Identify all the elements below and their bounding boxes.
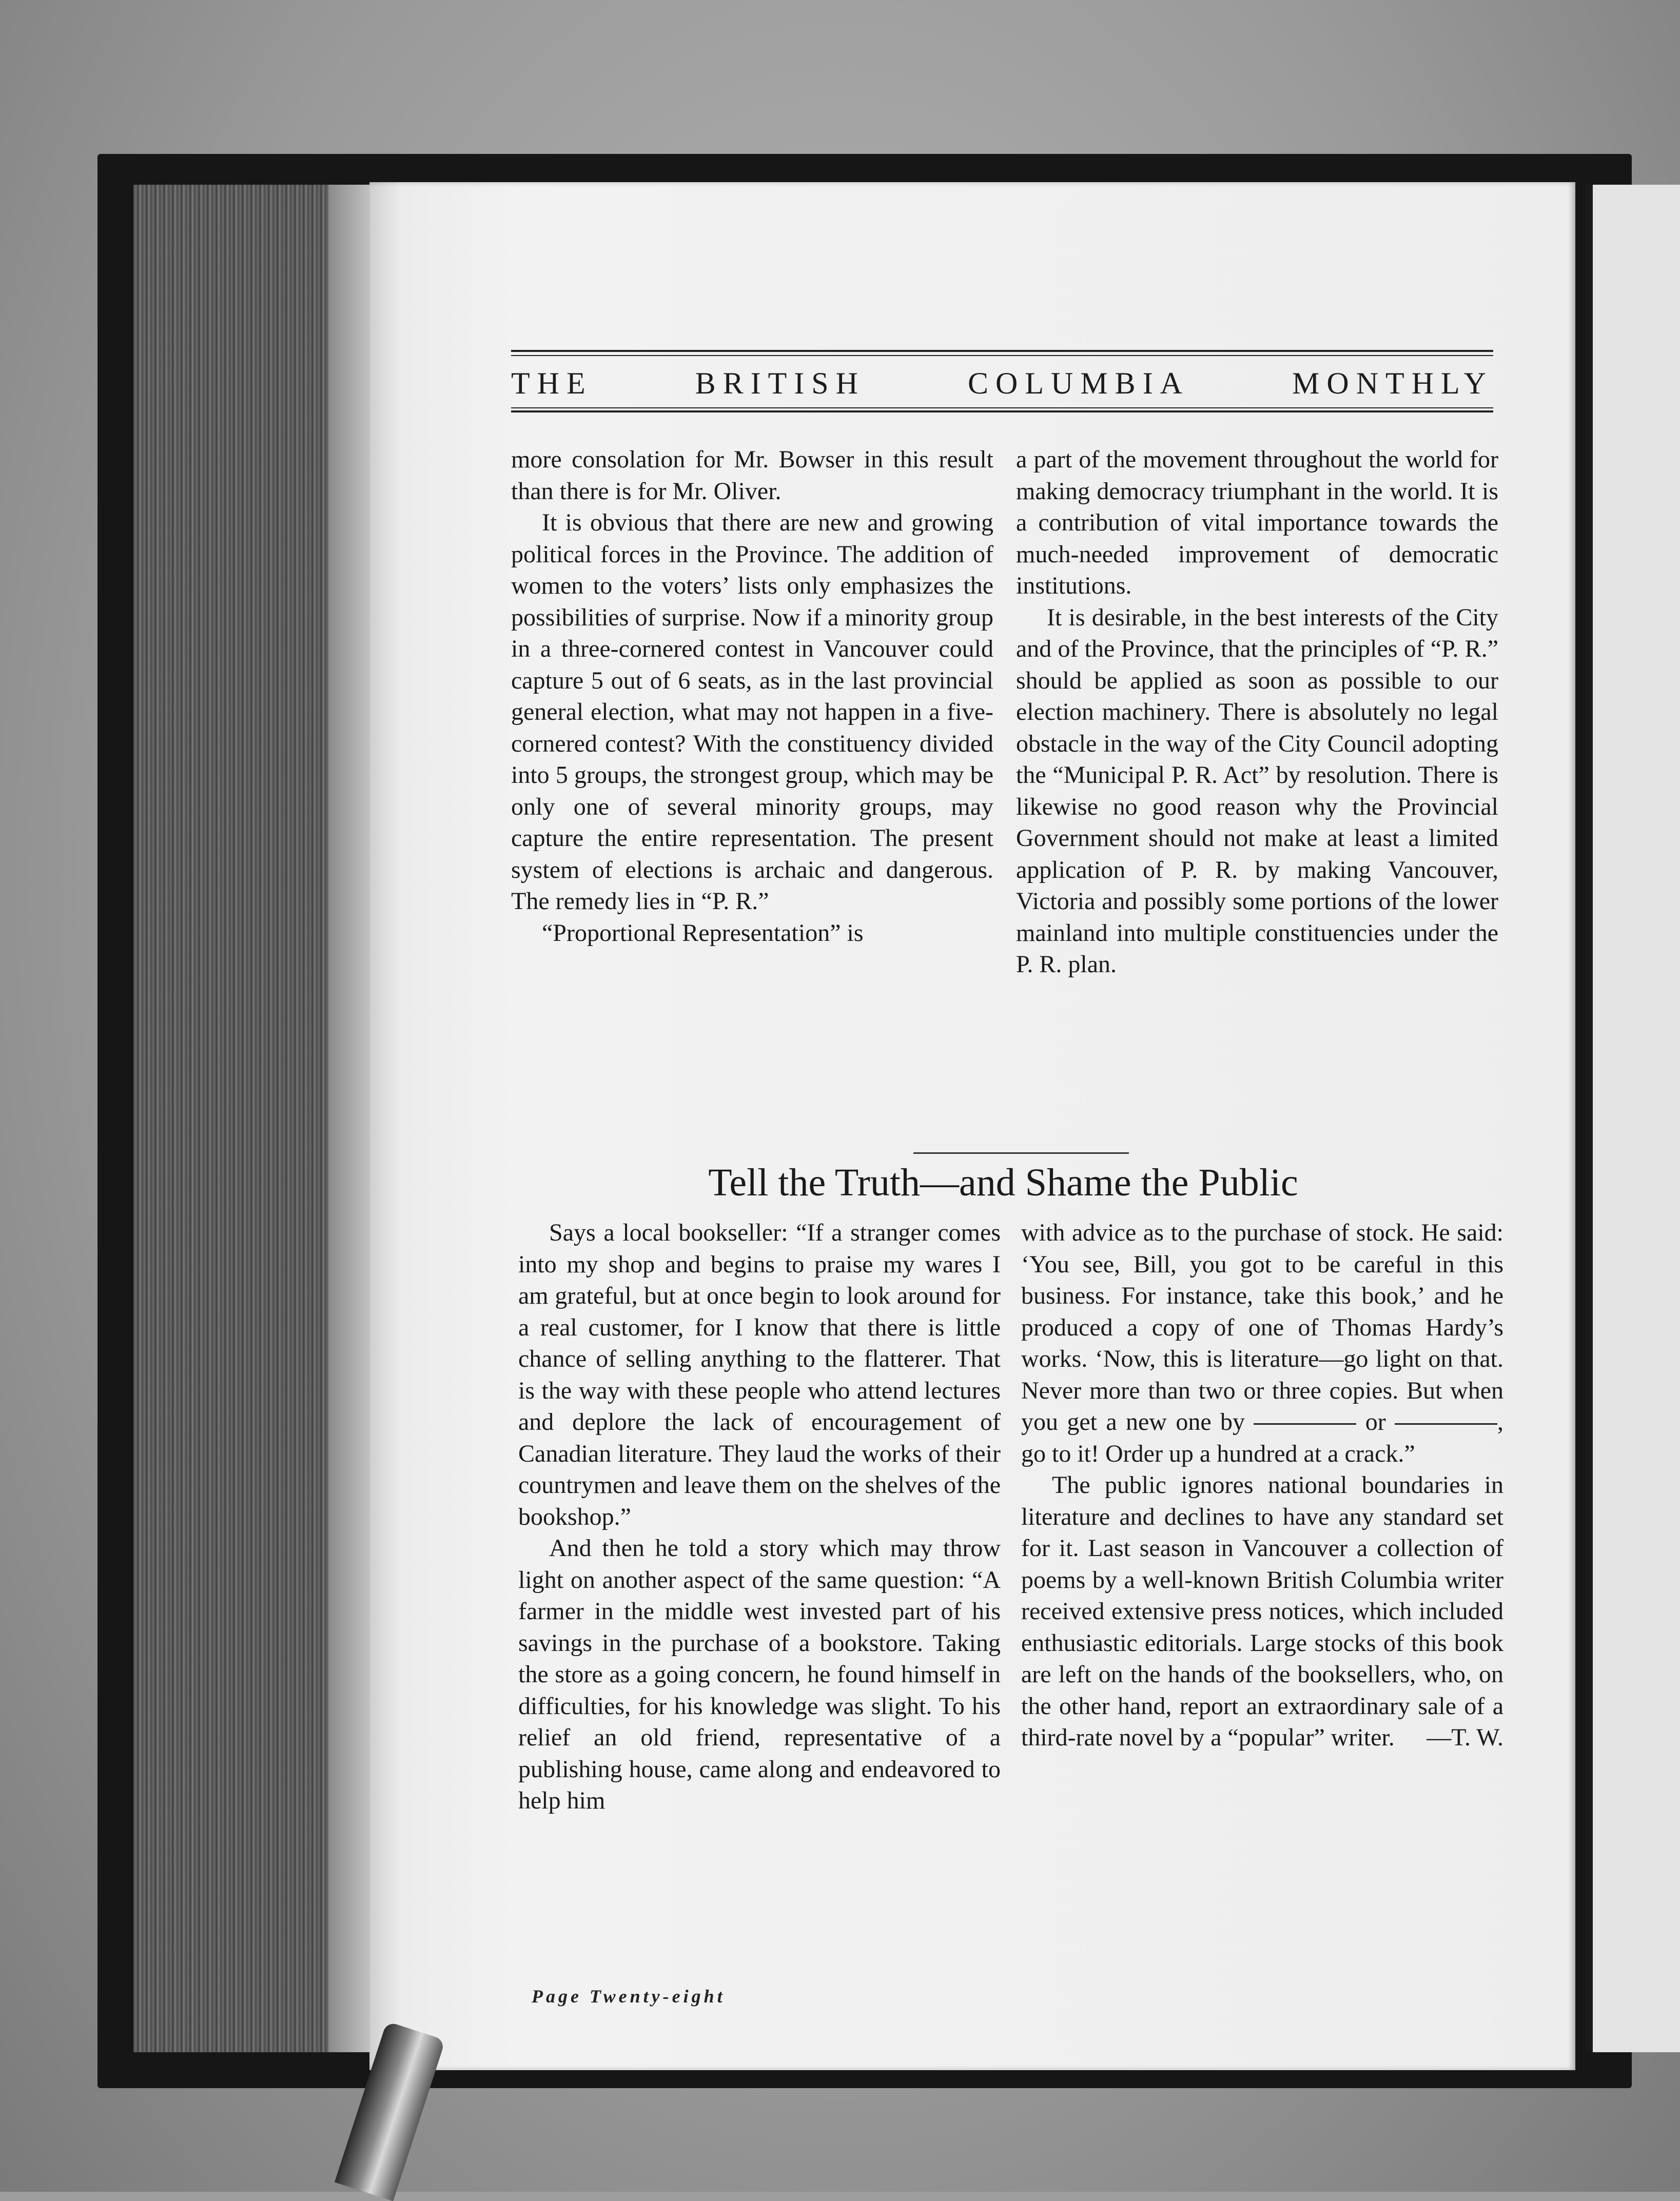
author-signature: —T. W. [1427, 1724, 1503, 1751]
masthead-word: THE [511, 366, 593, 400]
paragraph: more consolation for Mr. Bowser in this result than there is for Mr. Oliver. [511, 446, 993, 505]
masthead-word: MONTHLY [1292, 366, 1493, 400]
page-number: Page Twenty-eight [532, 1986, 726, 2007]
text-run: The public ignores national boundaries in literature and declines to have any standard set for it. Last season in Vancouver a collection of poems by a well-known British Columbia writer received extensive press notices, which included enthusiastic editorials. Large stocks of this book are left on the hands of the booksellers, who, on the other hand, report an extraordinary sale of a third-rate novel by a “popular” writer. [1021, 1471, 1503, 1751]
paragraph [1021, 1217, 1503, 1469]
article2-column-left [518, 1217, 1001, 1976]
author-blank [1254, 1423, 1356, 1425]
paragraph: a part of the movement throughout the world for making democracy triumphant in the world. It is a contribution of vital importance towards the much-needed improvement of democratic institutions. [1016, 446, 1498, 599]
masthead-word: COLUMBIA [968, 366, 1190, 400]
article2-column-right [1021, 1217, 1503, 1976]
paragraph: And then he told a story which may throw light on another aspect of the same question: “A farmer in the middle west invested part of his savings in the purchase of a bookstore. Taking the store as a going concern, he found himself in difficulties, for his knowledge was slight. To his relief an old friend, representative of a publishing house, came along and endeavored to help him [518, 1535, 1001, 1814]
masthead-rule [511, 350, 1493, 352]
masthead-rule [511, 407, 1493, 408]
masthead-title [511, 365, 1493, 401]
article-headline: Tell the Truth—and Shame the Public [708, 1161, 1298, 1204]
paragraph: “Proportional Representation” is [542, 919, 864, 947]
text-run: with advice as to the purchase of stock. He said: ‘You see, Bill, you got to be careful in this business. For instance, take this book,’ and he produced a copy of one of Thomas Hardy’s works. ‘Now, this is literature—go light on that. Never more than two or three copies. But when you get a new one by [1021, 1219, 1503, 1436]
masthead-rule [511, 355, 1493, 356]
page-edges [133, 185, 375, 2052]
article1-column-left [511, 444, 993, 1147]
masthead-rule [511, 410, 1493, 412]
paragraph: Says a local bookseller: “If a stranger comes into my shop and begins to praise my wares I am grateful, but at once begin to look around for a real customer, for I know that there is little chance of selling anything to the flatterer. That is the way with these people who attend lectures and deplore the lack of encouragement of Canadian literature. They laud the works of their countrymen and leave them on the shelves of the bookshop.” [518, 1219, 1001, 1530]
masthead-word: BRITISH [695, 366, 865, 400]
facing-page-edge [1586, 185, 1680, 2052]
masthead [511, 350, 1493, 417]
article1-column-right [1016, 444, 1498, 1147]
section-divider [913, 1152, 1129, 1154]
author-blank [1395, 1423, 1497, 1425]
paragraph: It is obvious that there are new and growing political forces in the Province. The addition of women to the voters’ lists only emphasizes the possibilities of surprise. Now if a minority group in a three-cornered contest in Vancouver could capture 5 out of 6 seats, as in the last provincial general election, what may not happen in a five-cornered contest? With the constituency divided into 5 groups, the strongest group, which may be only one of several minority groups, may capture the entire representation. The present system of elections is archaic and dangerous. The remedy lies in “P. R.” [511, 509, 993, 915]
text-run: or [1365, 1408, 1386, 1436]
paragraph: It is desirable, in the best interests of the City and of the Province, that the principles of “P. R.” should be applied as soon as possible to our election machinery. There is absolutely no legal obstacle in the way of the City Council adopting the “Municipal P. R. Act” by resolution. There is likewise no good reason why the Provincial Government should not make at least a limited application of P. R. by making Vancouver, Victoria and possibly some portions of the lower mainland into multiple constituencies under the P. R. plan. [1016, 603, 1498, 978]
paragraph [1021, 1469, 1503, 1754]
text-run: , go to it! Order up a hundred at a crack.” [1021, 1408, 1504, 1467]
